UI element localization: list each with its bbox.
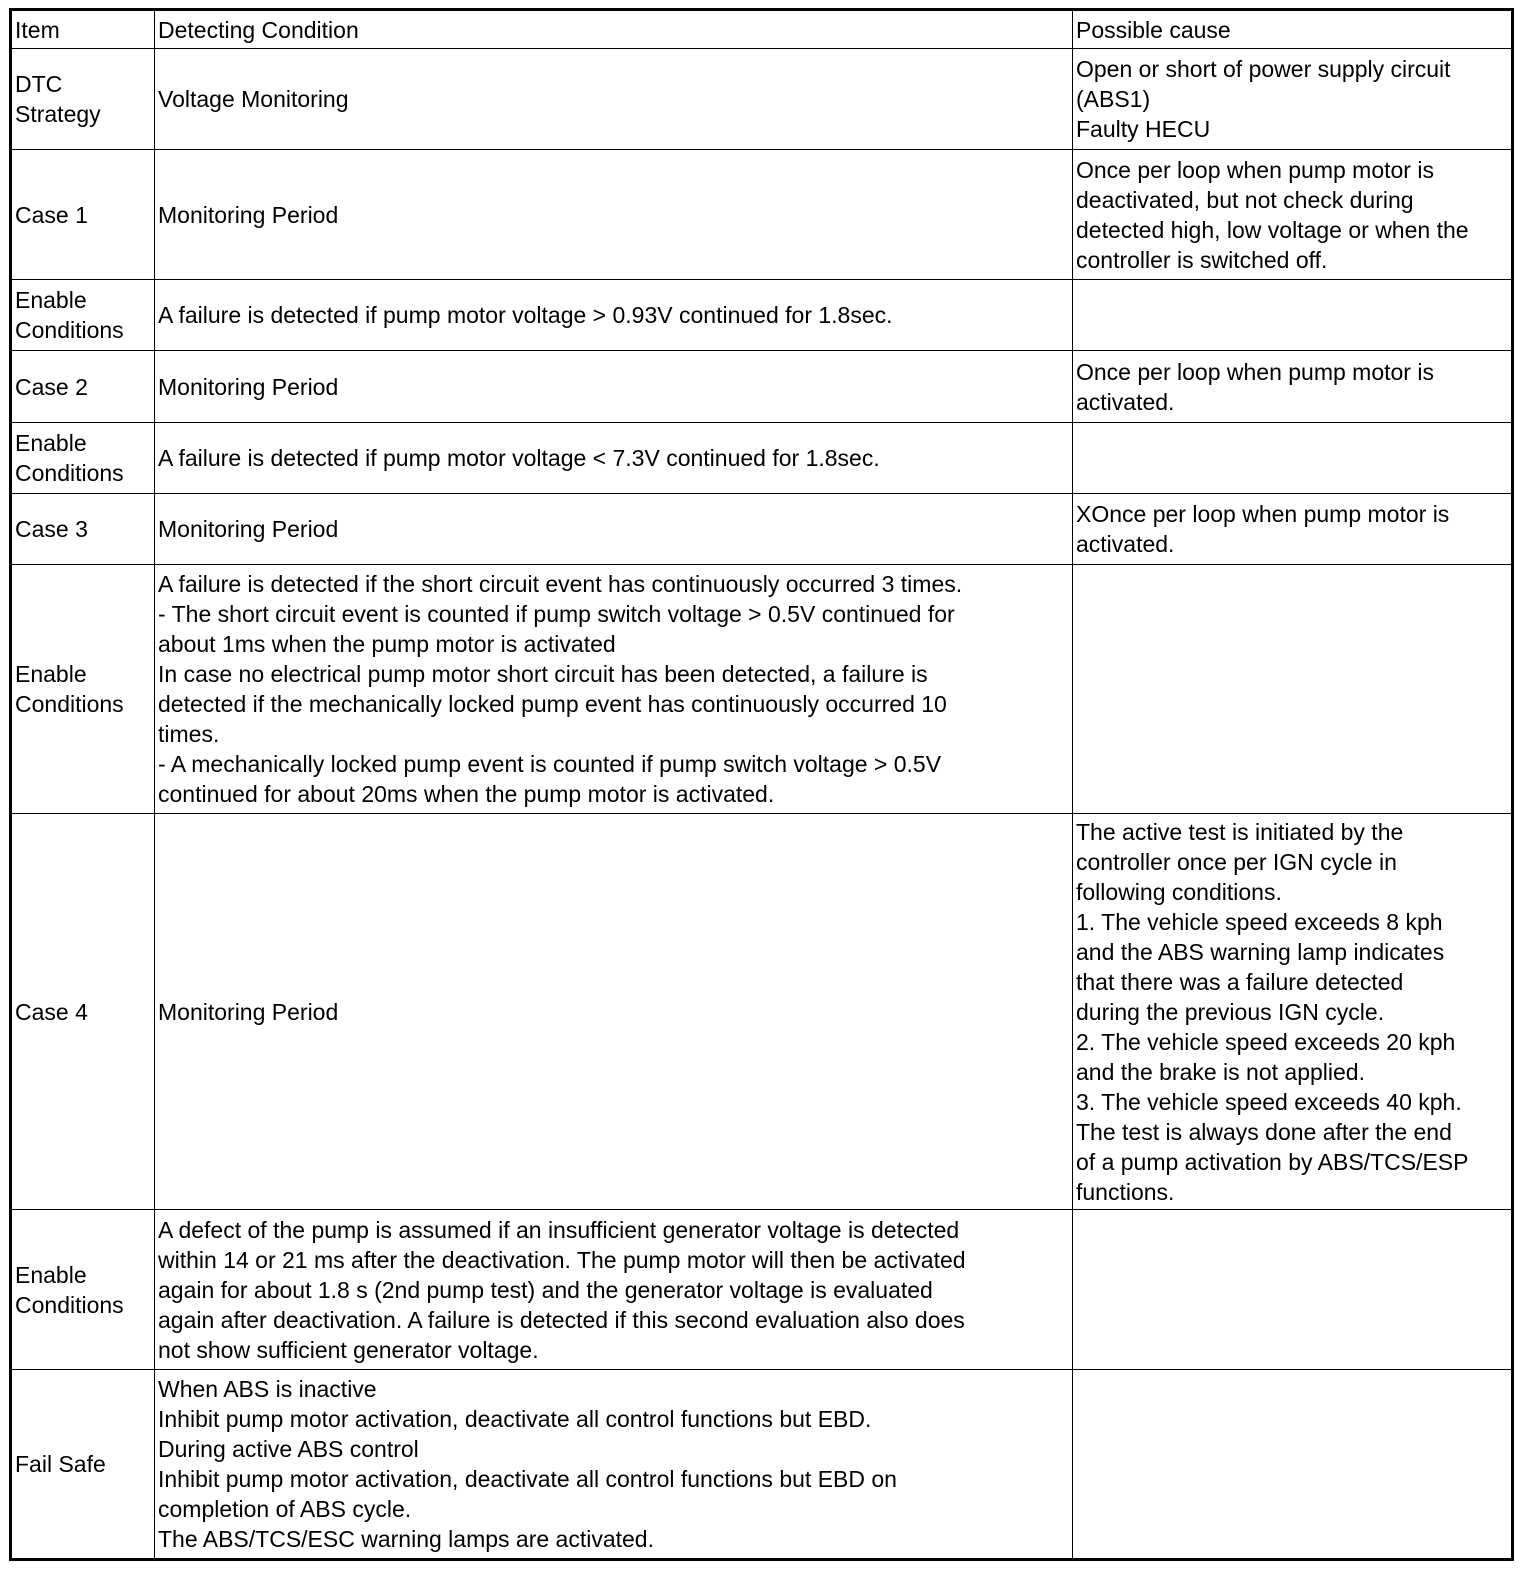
cell-text-line: Conditions bbox=[15, 460, 124, 486]
detecting-condition-cell bbox=[155, 814, 1073, 1210]
cell-text-line: Inhibit pump motor activation, deactivate all control functions but EBD on bbox=[158, 1466, 897, 1492]
cell-text-line: activated. bbox=[1076, 531, 1175, 557]
cell-text-line: 3. The vehicle speed exceeds 40 kph. bbox=[1076, 1088, 1462, 1115]
cell-text-line: continued for about 20ms when the pump motor is activated. bbox=[158, 781, 775, 807]
detecting-condition-cell bbox=[155, 565, 1073, 814]
cell-text-line: completion of ABS cycle. bbox=[158, 1496, 412, 1522]
cell-text-line: A defect of the pump is assumed if an insufficient generator voltage is detected bbox=[158, 1216, 960, 1243]
cell-text-line: within 14 or 21 ms after the deactivation. The pump motor will then be activated bbox=[158, 1246, 966, 1273]
detecting-condition-cell bbox=[155, 351, 1073, 423]
cell-text-line: (ABS1) bbox=[1076, 86, 1151, 112]
detecting-condition-cell bbox=[155, 423, 1073, 494]
cell-text-line: Conditions bbox=[15, 317, 124, 343]
table-row bbox=[11, 150, 1513, 280]
cell-text-line: detected if the mechanically locked pump event has continuously occurred 10 bbox=[158, 691, 947, 717]
possible-cause-cell bbox=[1073, 1370, 1513, 1560]
cell-text-line: Conditions bbox=[15, 1291, 124, 1318]
table-row bbox=[11, 565, 1513, 814]
detecting-condition-cell bbox=[155, 1210, 1073, 1370]
cell-text-line: detected high, low voltage or when the bbox=[1076, 216, 1469, 243]
cell-text-line: that there was a failure detected bbox=[1076, 968, 1404, 995]
item-cell bbox=[11, 49, 155, 150]
item-cell bbox=[11, 423, 155, 494]
item-cell bbox=[11, 1370, 155, 1560]
cell-text-line: DTC bbox=[15, 71, 63, 97]
dtc-table bbox=[9, 8, 1514, 1561]
cell-text-line: not show sufficient generator voltage. bbox=[158, 1336, 539, 1363]
item-cell bbox=[11, 565, 155, 814]
cell-text-line: Enable bbox=[15, 661, 87, 687]
detecting-condition-cell bbox=[155, 150, 1073, 280]
cell-text-line: 1. The vehicle speed exceeds 8 kph bbox=[1076, 908, 1443, 935]
cell-text-line: Monitoring Period bbox=[158, 201, 339, 228]
cell-text-line: Inhibit pump motor activation, deactivate all control functions but EBD. bbox=[158, 1406, 872, 1432]
item-cell bbox=[11, 351, 155, 423]
cell-text-line: Open or short of power supply circuit bbox=[1076, 56, 1451, 82]
cell-text-line: times. bbox=[158, 721, 220, 747]
header-detecting-condition: Detecting Condition bbox=[155, 10, 1073, 49]
cell-text-line: controller once per IGN cycle in bbox=[1076, 848, 1397, 875]
cell-text-line: Fail Safe bbox=[15, 1451, 106, 1477]
cell-text-line: The active test is initiated by the bbox=[1076, 818, 1404, 845]
detecting-condition-cell bbox=[155, 494, 1073, 565]
table-row bbox=[11, 423, 1513, 494]
cell-text-line: Case 2 bbox=[15, 373, 88, 400]
cell-text-line: Enable bbox=[15, 287, 87, 313]
possible-cause-cell bbox=[1073, 494, 1513, 565]
possible-cause-cell bbox=[1073, 280, 1513, 351]
cell-text-line: following conditions. bbox=[1076, 878, 1282, 905]
cell-text-line: and the brake is not applied. bbox=[1076, 1058, 1365, 1085]
possible-cause-cell bbox=[1073, 565, 1513, 814]
item-cell bbox=[11, 814, 155, 1210]
cell-text-line: During active ABS control bbox=[158, 1436, 419, 1462]
table-row bbox=[11, 1370, 1513, 1560]
cell-text-line: A failure is detected if the short circuit event has continuously occurred 3 times. bbox=[158, 571, 963, 597]
cell-text-line: and the ABS warning lamp indicates bbox=[1076, 938, 1445, 965]
table-row bbox=[11, 280, 1513, 351]
possible-cause-cell bbox=[1073, 1210, 1513, 1370]
cell-text-line: Faulty HECU bbox=[1076, 116, 1211, 142]
cell-text-line: Voltage Monitoring bbox=[158, 86, 349, 112]
cell-text-line: - The short circuit event is counted if pump switch voltage > 0.5V continued for bbox=[158, 601, 955, 627]
cell-text-line: - A mechanically locked pump event is counted if pump switch voltage > 0.5V bbox=[158, 751, 942, 777]
cell-text-line: Once per loop when pump motor is bbox=[1076, 156, 1434, 183]
possible-cause-cell bbox=[1073, 814, 1513, 1210]
item-cell bbox=[11, 280, 155, 351]
header-possible-cause: Possible cause bbox=[1073, 10, 1513, 49]
cell-text-line: Case 3 bbox=[15, 516, 88, 542]
table-row bbox=[11, 814, 1513, 1210]
possible-cause-cell bbox=[1073, 49, 1513, 150]
cell-text-line: of a pump activation by ABS/TCS/ESP bbox=[1076, 1148, 1469, 1175]
detecting-condition-cell bbox=[155, 1370, 1073, 1560]
cell-text-line: Conditions bbox=[15, 691, 124, 717]
cell-text-line: deactivated, but not check during bbox=[1076, 186, 1414, 213]
table-header-row bbox=[11, 10, 1513, 49]
cell-text-line: In case no electrical pump motor short circuit has been detected, a failure is bbox=[158, 661, 928, 687]
cell-text-line: Enable bbox=[15, 1261, 87, 1288]
cell-text-line: Strategy bbox=[15, 101, 101, 127]
cell-text-line: functions. bbox=[1076, 1178, 1175, 1205]
cell-text-line: When ABS is inactive bbox=[158, 1376, 377, 1402]
cell-text-line: during the previous IGN cycle. bbox=[1076, 998, 1385, 1025]
cell-text-line: about 1ms when the pump motor is activated bbox=[158, 631, 616, 657]
detecting-condition-cell bbox=[155, 49, 1073, 150]
cell-text-line: A failure is detected if pump motor voltage > 0.93V continued for 1.8sec. bbox=[158, 302, 893, 328]
cell-text-line: Case 4 bbox=[15, 998, 88, 1025]
cell-text-line: A failure is detected if pump motor voltage < 7.3V continued for 1.8sec. bbox=[158, 445, 880, 471]
cell-text-line: Monitoring Period bbox=[158, 516, 339, 542]
header-item: Item bbox=[11, 10, 155, 49]
possible-cause-cell bbox=[1073, 423, 1513, 494]
cell-text-line: Once per loop when pump motor is bbox=[1076, 358, 1434, 385]
cell-text-line: again for about 1.8 s (2nd pump test) and the generator voltage is evaluated bbox=[158, 1276, 933, 1303]
item-cell bbox=[11, 494, 155, 565]
possible-cause-cell bbox=[1073, 351, 1513, 423]
table-row bbox=[11, 351, 1513, 423]
item-cell bbox=[11, 1210, 155, 1370]
cell-text-line: 2. The vehicle speed exceeds 20 kph bbox=[1076, 1028, 1456, 1055]
cell-text-line: XOnce per loop when pump motor is bbox=[1076, 501, 1450, 527]
table-row bbox=[11, 49, 1513, 150]
cell-text-line: Monitoring Period bbox=[158, 998, 339, 1025]
cell-text-line: The ABS/TCS/ESC warning lamps are activated. bbox=[158, 1526, 654, 1552]
cell-text-line: again after deactivation. A failure is detected if this second evaluation also does bbox=[158, 1306, 965, 1333]
cell-text-line: Case 1 bbox=[15, 201, 88, 228]
table-body bbox=[11, 49, 1513, 1560]
item-cell bbox=[11, 150, 155, 280]
cell-text-line: The test is always done after the end bbox=[1076, 1118, 1452, 1145]
cell-text-line: Enable bbox=[15, 430, 87, 456]
detecting-condition-cell bbox=[155, 280, 1073, 351]
table-row bbox=[11, 494, 1513, 565]
table-row bbox=[11, 1210, 1513, 1370]
cell-text-line: Monitoring Period bbox=[158, 373, 339, 400]
possible-cause-cell bbox=[1073, 150, 1513, 280]
cell-text-line: controller is switched off. bbox=[1076, 246, 1328, 273]
cell-text-line: activated. bbox=[1076, 388, 1175, 415]
